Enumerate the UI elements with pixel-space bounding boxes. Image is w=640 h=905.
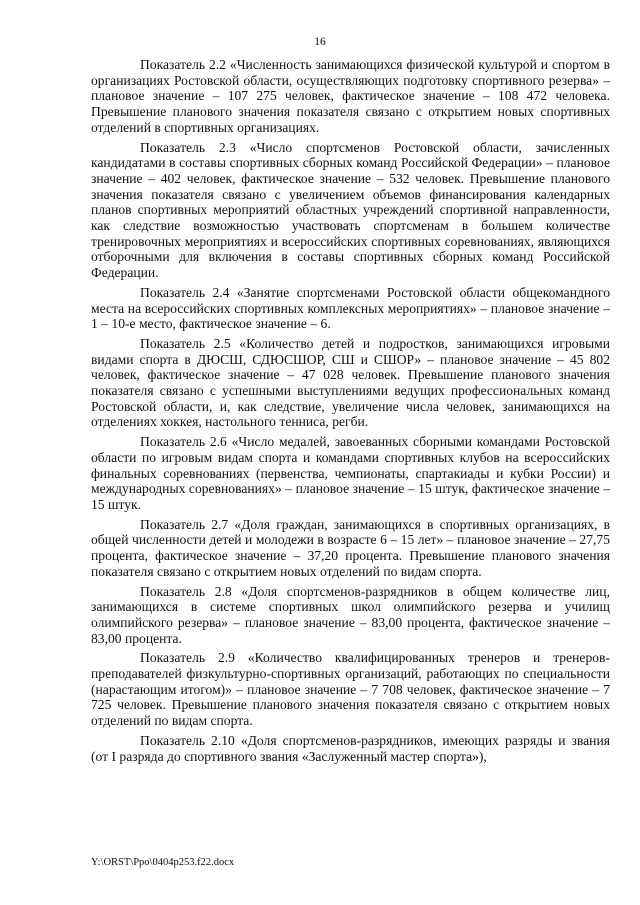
paragraph-indicator-2-2: Показатель 2.2 «Численность занимающихся физической культурой и спортом в организациях Ростовской области, осуществляющих подготовку спортивного резерва» – плановое значение – 107 275 человек, фактическое значение – 108 472 человека. Превышение планового значения показателя связано с открытием новых спортивных отделений в спортивных организациях.: [91, 57, 610, 135]
paragraph-indicator-2-10: Показатель 2.10 «Доля спортсменов-разрядников, имеющих разряды и звания (от I разряда до спортивного звания «Заслуженный мастер спорта»),: [91, 732, 610, 764]
paragraph-indicator-2-5: Показатель 2.5 «Количество детей и подростков, занимающихся игровыми видами спорта в ДЮСШ, СДЮСШОР, СШ и СШОР» – плановое значение – 45 802 человек, фактическое значение – 47 028 человек. Превышение планового значения показателя связано с успешными выступлениями ведущих профессиональных команд Ростовской области, и, как следствие, увеличение числа человек, занимающихся на отделениях хоккея, настольного тенниса, регби.: [91, 335, 610, 430]
document-body: [91, 57, 610, 768]
footer-file-path: Y:\ORST\Ppo\0404p253.f22.docx: [91, 857, 235, 868]
paragraph-indicator-2-4: Показатель 2.4 «Занятие спортсменами Ростовской области общекомандного места на всероссийских спортивных комплексных мероприятиях» – плановое значение – 1 – 10-е место, фактическое значение – 6.: [91, 284, 610, 332]
paragraph-indicator-2-8: Показатель 2.8 «Доля спортсменов-разрядников в общем количестве лиц, занимающихся в системе спортивных школ олимпийского резерва и училищ олимпийского резерва» – плановое значение – 83,00 процента, фактическое значение – 83,00 процента.: [91, 583, 610, 646]
page-number: 16: [314, 36, 326, 48]
paragraph-indicator-2-9: Показатель 2.9 «Количество квалифицированных тренеров и тренеров-преподавателей физкультурно-спортивных организаций, работающих по специальности (нарастающим итогом)» – плановое значение – 7 708 человек, фактическое значение – 7 725 человек. Превышение планового значения показателя связано с открытием новых отделений по видам спорта.: [91, 650, 610, 729]
paragraph-indicator-2-6: Показатель 2.6 «Число медалей, завоеванных сборными командами Ростовской области по игровым видам спорта и командами спортивных клубов на всероссийских финальных соревнованиях (первенства, чемпионаты, спартакиады и кубки России) и международных соревнованиях» – плановое значение – 15 штук, фактическое значение – 15 штук.: [91, 434, 610, 512]
paragraph-indicator-2-3: Показатель 2.3 «Число спортсменов Ростовской области, зачисленных кандидатами в составы спортивных сборных команд Российской Федерации» – плановое значение – 402 человек, фактическое значение – 532 человек. Превышение планового значения показателя связано с увеличением объемов финансирования календарных планов спортивных мероприятий областных учреждений спортивной направленности, как следствие возможностью участвовать спортсменам в большем количестве тренировочных мероприятиях и всероссийских спортивных соревнованиях, являющихся отборочными для включения в составы спортивных сборных команд Российской Федерации.: [91, 139, 610, 281]
paragraph-indicator-2-7: Показатель 2.7 «Доля граждан, занимающихся в спортивных организациях, в общей численности детей и молодежи в возрасте 6 – 15 лет» – плановое значение – 27,75 процента, фактическое значение – 37,20 процента. Превышение планового значения показателя связано с открытием новых отделений по видам спорта.: [91, 516, 610, 579]
